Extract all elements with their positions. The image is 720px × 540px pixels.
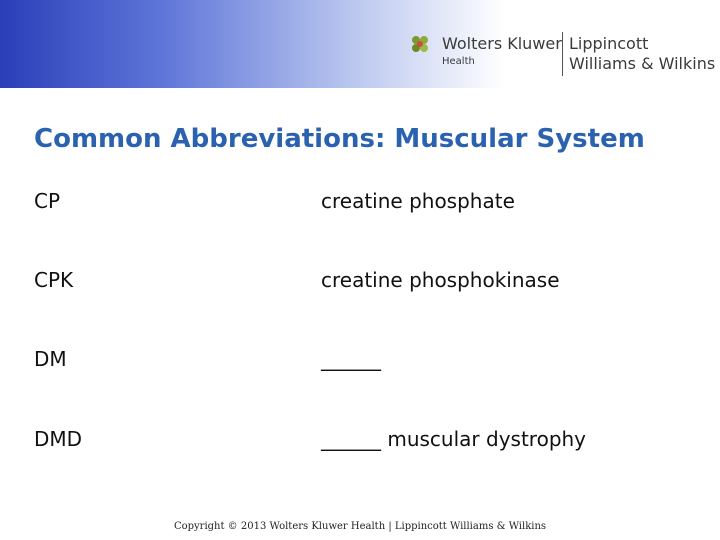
abbreviation-term: DMD — [34, 427, 83, 451]
abbreviation-definition: creatine phosphate — [321, 189, 515, 213]
copyright-footer: Copyright © 2013 Wolters Kluwer Health | Lippincott Williams & Wilkins — [173, 521, 547, 532]
division-name: Health — [442, 56, 475, 67]
abbreviation-definition: ______ muscular dystrophy — [321, 427, 587, 451]
company-name: Wolters Kluwer — [442, 34, 562, 53]
abbreviation-term: CPK — [34, 268, 74, 292]
slide-title: Common Abbreviations: Muscular System — [34, 124, 645, 154]
abbreviation-definition: ______ — [321, 347, 381, 371]
abbreviation-term: DM — [34, 347, 67, 371]
wolters-kluwer-mark-icon — [408, 32, 432, 56]
logo-divider — [562, 32, 563, 76]
abbreviation-definition: creatine phosphokinase — [321, 268, 560, 292]
abbreviation-term: CP — [34, 189, 61, 213]
imprint-line-1: Lippincott — [569, 34, 649, 53]
imprint-line-2: Williams & Wilkins — [569, 54, 716, 73]
